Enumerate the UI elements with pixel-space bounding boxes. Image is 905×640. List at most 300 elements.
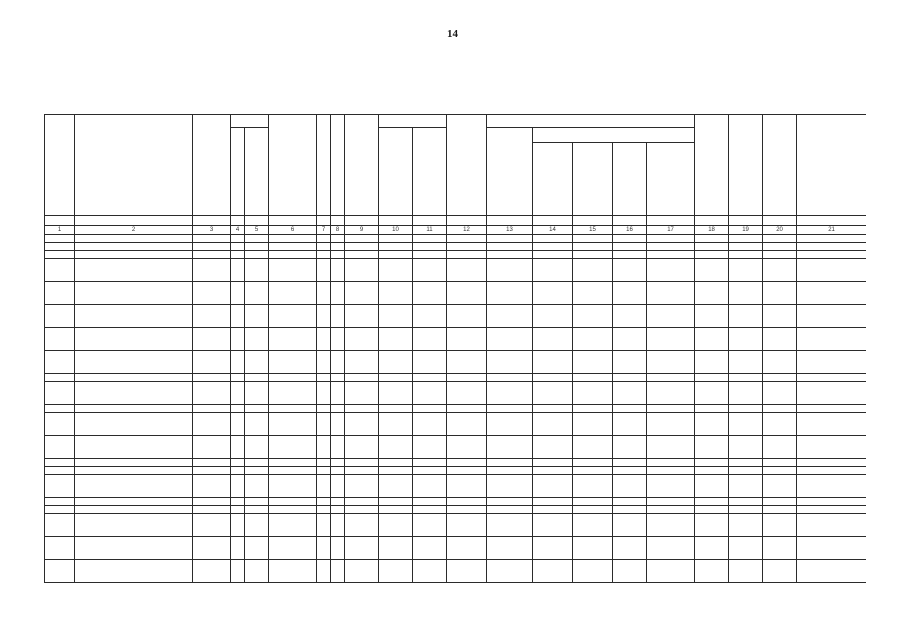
table-cell (269, 282, 317, 305)
table-cell (193, 328, 231, 351)
table-row (45, 506, 867, 514)
table-cell (613, 305, 647, 328)
table-cell (379, 498, 413, 506)
table-cell (413, 436, 447, 459)
table-cell (345, 328, 379, 351)
table-cell (695, 436, 729, 459)
table-cell (763, 382, 797, 405)
header-cell (75, 115, 193, 216)
table-cell (45, 405, 75, 413)
table-cell (231, 305, 245, 328)
table-cell (269, 305, 317, 328)
table-cell (797, 259, 866, 282)
table-cell (317, 436, 331, 459)
header-cell (331, 115, 345, 216)
table-cell (45, 459, 75, 467)
table-cell (487, 413, 533, 436)
table-cell (763, 305, 797, 328)
table-cell (345, 235, 379, 243)
table-row (45, 475, 867, 498)
table-cell (797, 235, 866, 243)
table-cell (613, 351, 647, 374)
unit-cell (613, 216, 647, 226)
header-cell (533, 128, 695, 143)
table-cell (379, 413, 413, 436)
table-cell (763, 498, 797, 506)
header-cell (797, 115, 866, 216)
table-cell (695, 413, 729, 436)
table-cell (447, 405, 487, 413)
table-cell (533, 405, 573, 413)
table-cell (487, 475, 533, 498)
table-cell (75, 506, 193, 514)
table-cell (413, 498, 447, 506)
table-cell (379, 405, 413, 413)
table-cell (193, 467, 231, 475)
table-cell (695, 467, 729, 475)
table-cell (379, 436, 413, 459)
table-cell (317, 282, 331, 305)
table-cell (573, 243, 613, 251)
table-cell (413, 282, 447, 305)
table-cell (379, 305, 413, 328)
unit-cell (193, 216, 231, 226)
table-cell (797, 282, 866, 305)
table-cell (613, 537, 647, 560)
table-cell (613, 235, 647, 243)
table-cell (193, 436, 231, 459)
table-cell (345, 305, 379, 328)
table-cell (729, 235, 763, 243)
table-cell (75, 235, 193, 243)
table-cell (487, 498, 533, 506)
table-cell (413, 560, 447, 583)
table-cell (345, 405, 379, 413)
column-number-cell: 8 (331, 226, 345, 235)
table-cell (763, 405, 797, 413)
table-cell (797, 459, 866, 467)
unit-cell (231, 216, 245, 226)
table-cell (231, 467, 245, 475)
table-row (45, 259, 867, 282)
table-cell (573, 351, 613, 374)
table-cell (695, 351, 729, 374)
table-cell (763, 514, 797, 537)
table-cell (45, 382, 75, 405)
table-cell (613, 498, 647, 506)
column-number-cell: 10 (379, 226, 413, 235)
table-cell (573, 405, 613, 413)
table-cell (345, 467, 379, 475)
table-cell (231, 328, 245, 351)
table-cell (447, 328, 487, 351)
table-row (45, 436, 867, 459)
table-cell (75, 475, 193, 498)
table-cell (193, 560, 231, 583)
table-cell (573, 475, 613, 498)
table-cell (269, 243, 317, 251)
table-cell (533, 537, 573, 560)
table-cell (729, 282, 763, 305)
header-cell (533, 143, 573, 216)
table-body (45, 235, 867, 583)
table-cell (75, 459, 193, 467)
table-cell (331, 382, 345, 405)
table-cell (487, 459, 533, 467)
table-cell (573, 374, 613, 382)
table-cell (797, 305, 866, 328)
table-cell (447, 436, 487, 459)
table-cell (345, 475, 379, 498)
unit-cell (75, 216, 193, 226)
table-cell (487, 537, 533, 560)
table-cell (797, 243, 866, 251)
table-cell (345, 413, 379, 436)
table-cell (695, 374, 729, 382)
column-number-cell: 12 (447, 226, 487, 235)
table-cell (533, 506, 573, 514)
table-cell (317, 467, 331, 475)
table-cell (317, 459, 331, 467)
header-cell (317, 115, 331, 216)
table-cell (763, 328, 797, 351)
table-cell (75, 537, 193, 560)
table-cell (331, 467, 345, 475)
table-cell (729, 467, 763, 475)
table-cell (413, 459, 447, 467)
table-cell (317, 243, 331, 251)
table-cell (269, 235, 317, 243)
table-cell (613, 560, 647, 583)
table-cell (379, 560, 413, 583)
table-cell (75, 251, 193, 259)
table-cell (231, 351, 245, 374)
table-cell (763, 560, 797, 583)
table-cell (245, 436, 269, 459)
table-cell (379, 259, 413, 282)
unit-cell (45, 216, 75, 226)
column-number-cell: 2 (75, 226, 193, 235)
table-cell (193, 475, 231, 498)
table-cell (379, 537, 413, 560)
table-cell (647, 382, 695, 405)
table-cell (345, 436, 379, 459)
unit-cell (413, 216, 447, 226)
table-cell (797, 436, 866, 459)
table-cell (487, 259, 533, 282)
table-cell (75, 243, 193, 251)
column-number-cell: 6 (269, 226, 317, 235)
table-cell (245, 475, 269, 498)
table-cell (231, 243, 245, 251)
table-cell (729, 328, 763, 351)
table-cell (797, 374, 866, 382)
table-cell (45, 537, 75, 560)
table-cell (193, 506, 231, 514)
table-cell (379, 374, 413, 382)
table-cell (45, 251, 75, 259)
table-cell (763, 351, 797, 374)
column-number-cell: 14 (533, 226, 573, 235)
table-cell (729, 436, 763, 459)
table-cell (729, 498, 763, 506)
table-cell (533, 351, 573, 374)
column-number-cell: 19 (729, 226, 763, 235)
table-row (45, 514, 867, 537)
table-cell (269, 413, 317, 436)
table-cell (331, 282, 345, 305)
table-cell (269, 506, 317, 514)
table-cell (573, 506, 613, 514)
table-cell (75, 328, 193, 351)
header-cell (379, 115, 447, 128)
table-cell (379, 475, 413, 498)
table-cell (695, 305, 729, 328)
header-cell (487, 115, 695, 128)
table-cell (729, 459, 763, 467)
table-cell (613, 374, 647, 382)
header-cell (231, 115, 269, 128)
table-cell (231, 475, 245, 498)
header-cell (245, 128, 269, 216)
table-cell (447, 498, 487, 506)
table-cell (763, 459, 797, 467)
table-cell (487, 436, 533, 459)
table-cell (193, 259, 231, 282)
table-cell (647, 560, 695, 583)
table-cell (573, 467, 613, 475)
table-cell (331, 305, 345, 328)
table-cell (317, 537, 331, 560)
table-cell (317, 475, 331, 498)
table-cell (695, 328, 729, 351)
table-cell (729, 259, 763, 282)
table-cell (729, 305, 763, 328)
table-cell (193, 305, 231, 328)
unit-cell (269, 216, 317, 226)
table-cell (447, 506, 487, 514)
table-cell (193, 405, 231, 413)
table-cell (413, 251, 447, 259)
table-cell (763, 436, 797, 459)
table-row (45, 243, 867, 251)
table-cell (533, 251, 573, 259)
table-cell (269, 436, 317, 459)
table-cell (45, 259, 75, 282)
table-cell (413, 514, 447, 537)
table-cell (269, 467, 317, 475)
table-cell (573, 251, 613, 259)
table-cell (797, 475, 866, 498)
table-cell (245, 467, 269, 475)
table-cell (331, 413, 345, 436)
column-number-cell: 18 (695, 226, 729, 235)
table-row (45, 235, 867, 243)
table-cell (647, 498, 695, 506)
table-cell (533, 259, 573, 282)
table-cell (763, 259, 797, 282)
table-cell (193, 235, 231, 243)
table-cell (245, 328, 269, 351)
table-cell (413, 328, 447, 351)
table-cell (413, 413, 447, 436)
table-cell (729, 413, 763, 436)
table-cell (379, 382, 413, 405)
table-cell (245, 243, 269, 251)
table-cell (487, 305, 533, 328)
unit-cell (331, 216, 345, 226)
table-cell (317, 498, 331, 506)
table-cell (317, 382, 331, 405)
table-cell (487, 374, 533, 382)
table-cell (695, 405, 729, 413)
table-row (45, 382, 867, 405)
table-cell (379, 235, 413, 243)
column-number-cell: 9 (345, 226, 379, 235)
table-cell (447, 374, 487, 382)
table-cell (245, 413, 269, 436)
table-cell (45, 305, 75, 328)
table-cell (345, 506, 379, 514)
table-cell (647, 282, 695, 305)
table-cell (647, 475, 695, 498)
table-row (45, 537, 867, 560)
table-cell (269, 459, 317, 467)
column-number-cell: 5 (245, 226, 269, 235)
table-cell (797, 382, 866, 405)
unit-cell (573, 216, 613, 226)
table-cell (331, 251, 345, 259)
table-cell (331, 351, 345, 374)
table-cell (413, 351, 447, 374)
table-cell (231, 259, 245, 282)
table-cell (533, 475, 573, 498)
table-cell (231, 459, 245, 467)
table-cell (245, 506, 269, 514)
table-cell (413, 243, 447, 251)
unit-cell (487, 216, 533, 226)
table-cell (345, 382, 379, 405)
header-cell (763, 115, 797, 216)
table-cell (533, 243, 573, 251)
table-cell (331, 328, 345, 351)
table-cell (763, 251, 797, 259)
table-row (45, 351, 867, 374)
table-cell (447, 305, 487, 328)
table-cell (45, 351, 75, 374)
column-number-cell: 16 (613, 226, 647, 235)
column-number-cell: 17 (647, 226, 695, 235)
table-cell (647, 459, 695, 467)
table-cell (797, 514, 866, 537)
table-cell (379, 506, 413, 514)
table-cell (613, 251, 647, 259)
table-cell (613, 259, 647, 282)
table-cell (269, 405, 317, 413)
table-cell (45, 328, 75, 351)
table-row (45, 560, 867, 583)
table-cell (447, 382, 487, 405)
table-cell (231, 506, 245, 514)
table-cell (447, 351, 487, 374)
table-cell (729, 405, 763, 413)
header-cell (613, 143, 647, 216)
table-cell (487, 467, 533, 475)
table-row (45, 413, 867, 436)
capital-repair-table (44, 114, 866, 583)
table-cell (647, 537, 695, 560)
table-cell (729, 506, 763, 514)
table-cell (533, 374, 573, 382)
table-cell (45, 282, 75, 305)
table-cell (231, 235, 245, 243)
table-cell (231, 374, 245, 382)
table-cell (345, 374, 379, 382)
table-cell (75, 374, 193, 382)
table-cell (763, 467, 797, 475)
table-cell (245, 405, 269, 413)
table-cell (573, 498, 613, 506)
table-cell (269, 351, 317, 374)
table-cell (331, 506, 345, 514)
table-cell (45, 560, 75, 583)
table-cell (345, 243, 379, 251)
table-cell (647, 506, 695, 514)
table-cell (413, 506, 447, 514)
table-cell (193, 251, 231, 259)
table-cell (613, 243, 647, 251)
table-cell (533, 560, 573, 583)
table-cell (269, 537, 317, 560)
table-cell (245, 537, 269, 560)
table-cell (533, 514, 573, 537)
table-cell (317, 560, 331, 583)
column-number-cell: 7 (317, 226, 331, 235)
header-cell (573, 143, 613, 216)
table-cell (231, 413, 245, 436)
table-cell (613, 436, 647, 459)
table-cell (695, 514, 729, 537)
table-cell (797, 537, 866, 560)
table-cell (75, 514, 193, 537)
table-cell (413, 235, 447, 243)
table-cell (45, 235, 75, 243)
table-cell (75, 467, 193, 475)
table-cell (317, 514, 331, 537)
table-cell (75, 382, 193, 405)
unit-cell (379, 216, 413, 226)
table-cell (245, 351, 269, 374)
unit-cell (447, 216, 487, 226)
table-cell (231, 251, 245, 259)
table-cell (245, 374, 269, 382)
table-cell (447, 251, 487, 259)
table-cell (573, 282, 613, 305)
table-cell (45, 475, 75, 498)
table-cell (573, 413, 613, 436)
header-cell (379, 128, 413, 216)
table-cell (345, 251, 379, 259)
column-number-row (45, 226, 867, 235)
header-cell (647, 143, 695, 216)
table-cell (317, 251, 331, 259)
table-cell (447, 235, 487, 243)
table-cell (231, 382, 245, 405)
table-cell (487, 382, 533, 405)
table-row (45, 328, 867, 351)
page-number: 14 (447, 28, 458, 40)
table-cell (269, 259, 317, 282)
